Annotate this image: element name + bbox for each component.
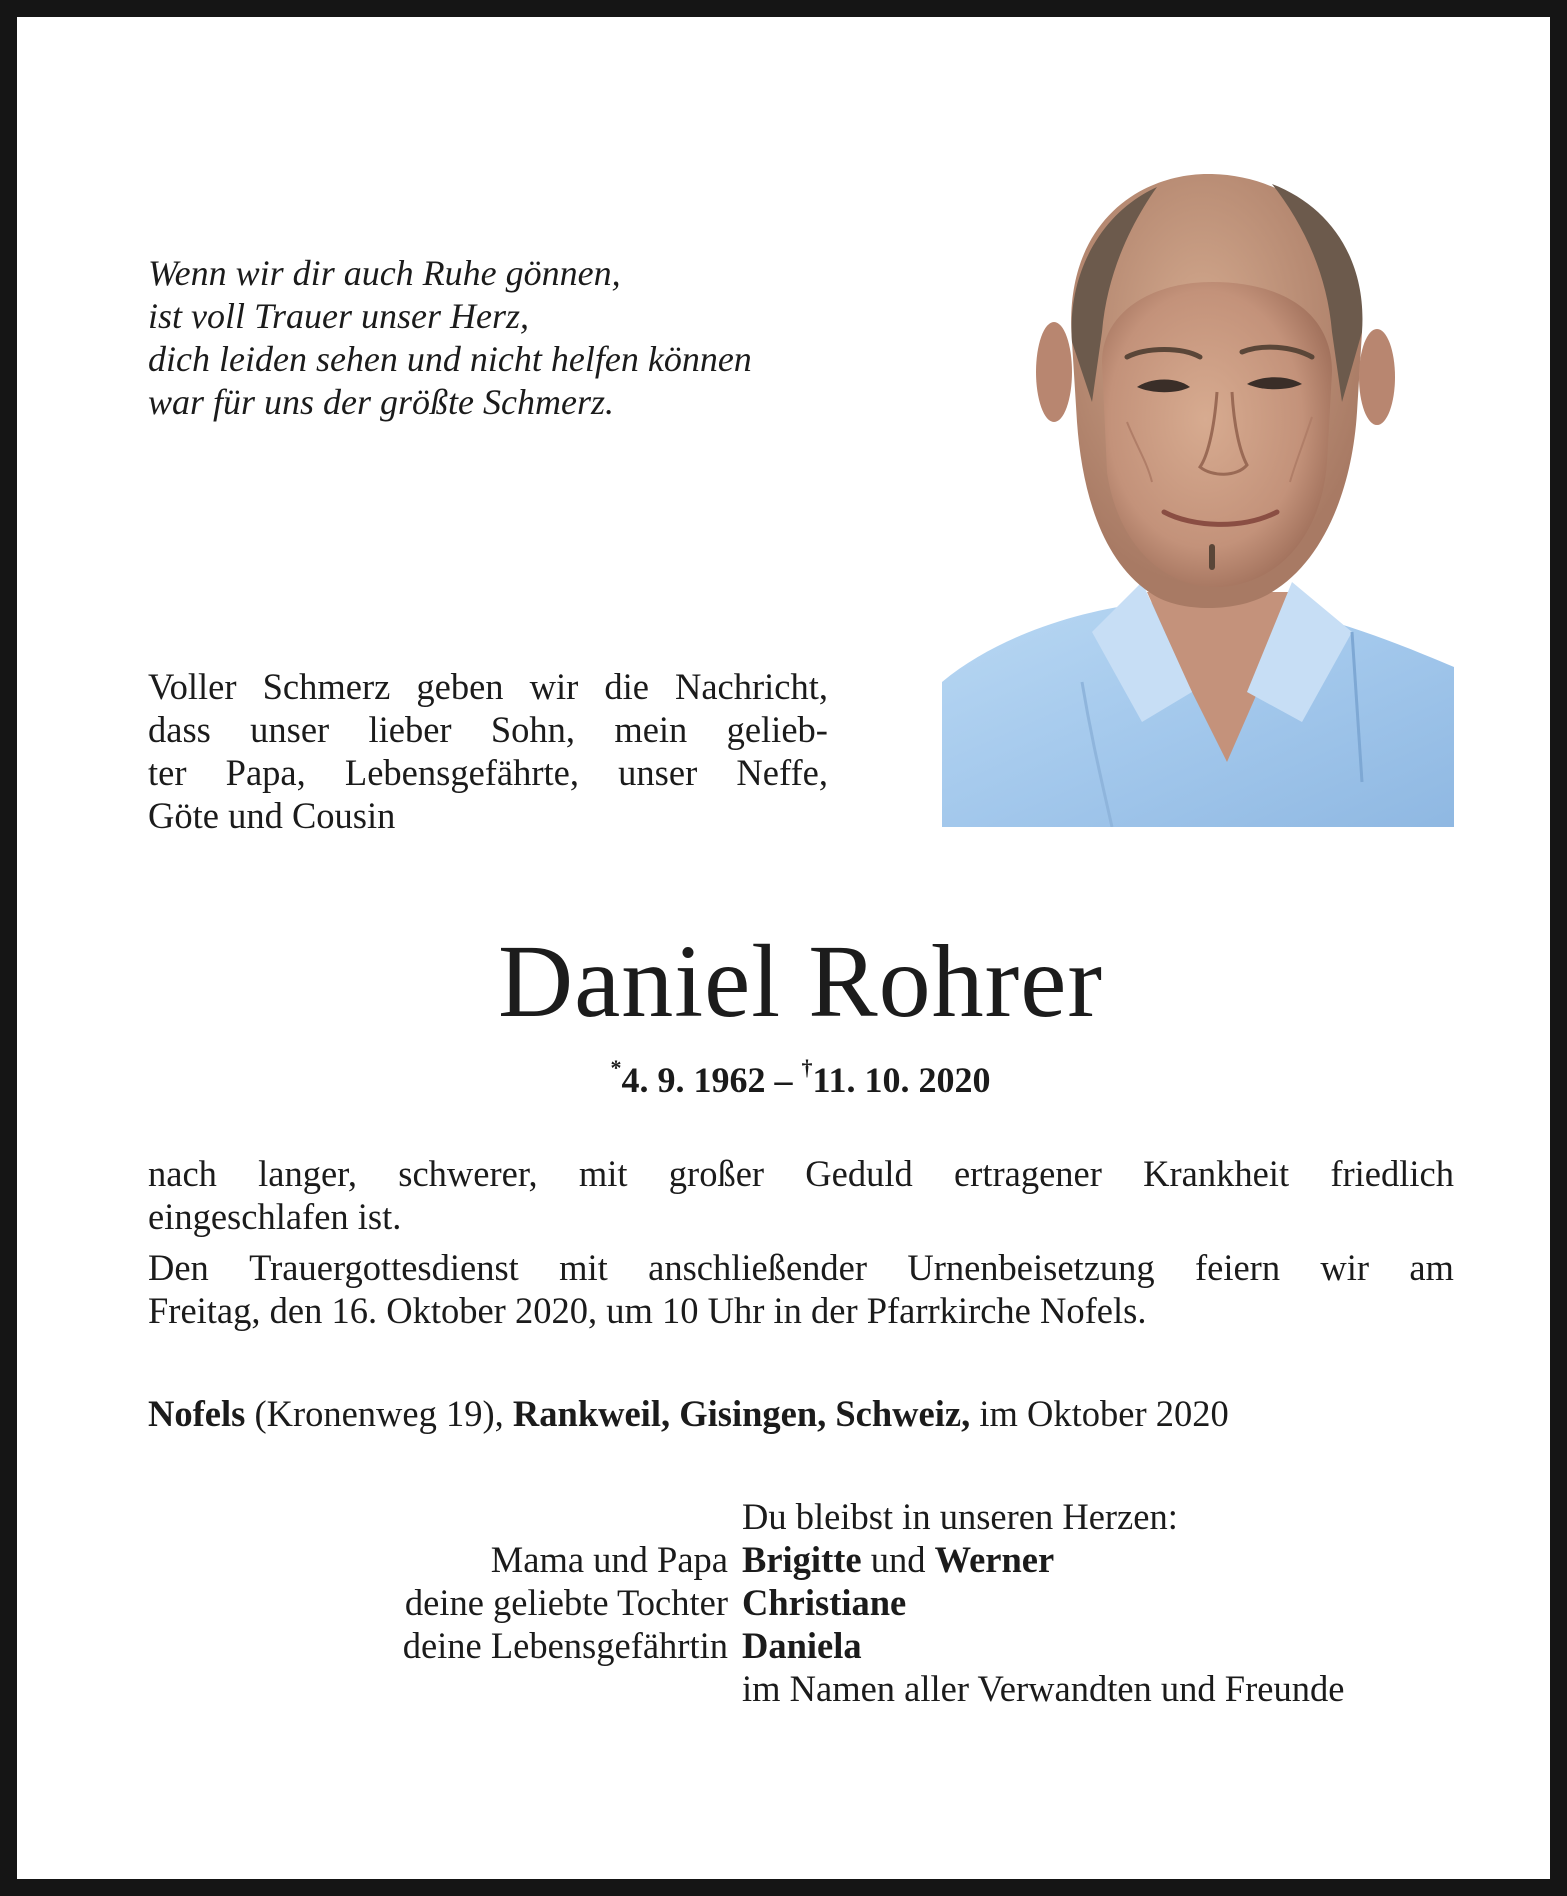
death-date: 11. 10. 2020 (812, 1060, 991, 1100)
signature-relation: deine Lebensgefährtin (402, 1625, 728, 1666)
signature-conjunction: und (861, 1539, 935, 1580)
poem-line: dich leiden sehen und nicht helfen können (148, 339, 752, 379)
paragraph-line (148, 1152, 1454, 1195)
word: gelieb- (726, 709, 828, 750)
word: feiern (1194, 1247, 1281, 1288)
life-dates (17, 1049, 1567, 1103)
signature-block (148, 1495, 1454, 1710)
poem-line: Wenn wir dir auch Ruhe gönnen, (148, 253, 621, 293)
word: großer (668, 1153, 765, 1194)
word: Lebensgefährte, (344, 752, 579, 793)
word: die (604, 666, 649, 707)
portrait-photo (942, 162, 1454, 827)
signature-row (148, 1624, 1454, 1667)
death-symbol: † (801, 1055, 813, 1080)
intro-line (148, 708, 828, 751)
word: Sohn, (490, 709, 576, 750)
intro-line (148, 751, 828, 794)
signature-heading: Du bleibst in unseren Herzen: (742, 1496, 1178, 1537)
word: nach (148, 1153, 217, 1194)
deceased-name: Daniel Rohrer (497, 924, 1103, 1039)
word: ter (148, 752, 187, 793)
signature-relation: Mama und Papa (490, 1539, 728, 1580)
place-towns: Rankweil, Gisingen, Schweiz, (512, 1393, 971, 1434)
paragraph-line: eingeschlafen ist. (148, 1196, 402, 1237)
word: Geduld (805, 1153, 913, 1194)
signature-name: Brigitte (742, 1539, 862, 1580)
paragraph-line (148, 1246, 1454, 1289)
word: lieber (368, 709, 452, 750)
word: langer, (258, 1153, 358, 1194)
word: ertragener (953, 1153, 1102, 1194)
intro-text (148, 665, 828, 837)
place-date-line (148, 1392, 1488, 1435)
poem-line: war für uns der größte Schmerz. (148, 382, 614, 422)
word: Krankheit (1143, 1153, 1290, 1194)
word: wir (1320, 1247, 1370, 1288)
word: schwerer, (398, 1153, 538, 1194)
paragraph-service (148, 1246, 1454, 1332)
word: mit (578, 1153, 628, 1194)
word: Trauergottesdienst (249, 1247, 519, 1288)
signature-name: Daniela (742, 1625, 862, 1666)
word: dass (148, 709, 211, 750)
word: Urnenbeisetzung (907, 1247, 1155, 1288)
word: Voller (148, 666, 237, 707)
word: mit (559, 1247, 608, 1288)
word: Nachricht, (674, 666, 828, 707)
paragraph-line: Freitag, den 16. Oktober 2020, um 10 Uhr in der Pfarrkirche Nofels. (148, 1290, 1147, 1331)
poem (148, 252, 928, 424)
date-separator: – (774, 1060, 793, 1100)
word: friedlich (1330, 1153, 1454, 1194)
signature-relation: deine geliebte Tochter (404, 1582, 728, 1623)
signature-closing-row (148, 1667, 1454, 1710)
intro-line: Göte und Cousin (148, 795, 396, 836)
signature-name: Christiane (742, 1582, 907, 1623)
word: geben (416, 666, 504, 707)
place-address: (Kronenweg 19), (245, 1393, 513, 1434)
signature-closing: im Namen aller Verwandten und Freunde (742, 1668, 1345, 1709)
word: Den (148, 1247, 209, 1288)
signature-heading-row (148, 1495, 1454, 1538)
place-town: Nofels (148, 1393, 246, 1434)
place-date: im Oktober 2020 (970, 1393, 1229, 1434)
intro-line (148, 665, 828, 708)
word: unser (250, 709, 330, 750)
signature-row (148, 1538, 1454, 1581)
word: unser (618, 752, 698, 793)
word: wir (529, 666, 579, 707)
poem-line: ist voll Trauer unser Herz, (148, 296, 530, 336)
word: am (1409, 1247, 1454, 1288)
birth-date: 4. 9. 1962 (621, 1060, 766, 1100)
signature-row (148, 1581, 1454, 1624)
word: Schmerz (262, 666, 391, 707)
paragraph-passing (148, 1152, 1454, 1238)
word: anschließender (648, 1247, 868, 1288)
word: mein (614, 709, 688, 750)
word: Neffe, (736, 752, 828, 793)
word: Papa, (225, 752, 306, 793)
signature-name: Werner (934, 1539, 1055, 1580)
birth-symbol: * (610, 1055, 622, 1080)
